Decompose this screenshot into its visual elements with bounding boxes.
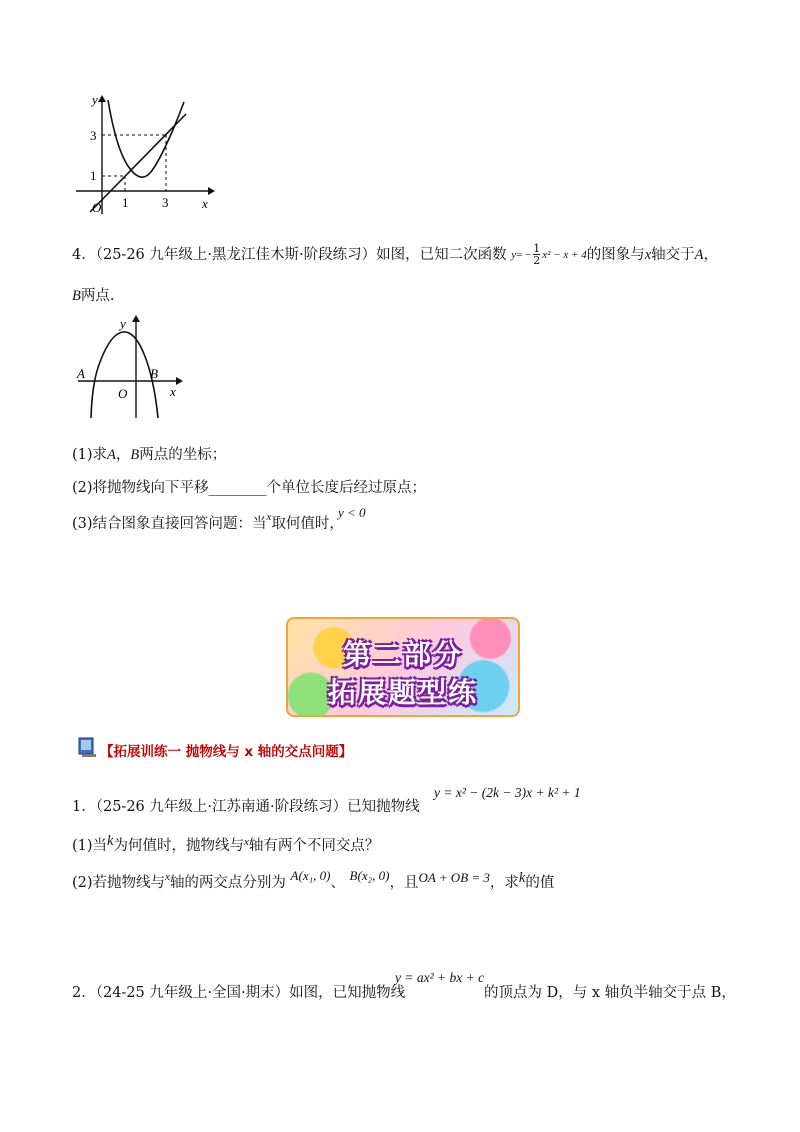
problem-2-equation: y = ax² + bx + c <box>395 970 485 985</box>
question-4-condition: y < 0 <box>338 505 366 520</box>
line-y-equals-x <box>90 114 186 212</box>
banner-line-1: 第二部分 <box>342 638 463 671</box>
banner-line-2: 拓展题型练 <box>327 676 478 709</box>
question-text: 如图，已知二次函数 <box>376 247 507 263</box>
x-axis-label: x <box>170 384 176 399</box>
tick-label-y3: 3 <box>90 128 97 143</box>
tick-label-y1: 1 <box>90 168 97 183</box>
origin-label: O <box>92 200 102 215</box>
x-axis-arrow <box>176 377 183 385</box>
point-b-label: B <box>150 366 158 381</box>
origin-label: O <box>118 386 128 401</box>
question-4-line2: B两点. <box>72 288 115 304</box>
question-number: 4． <box>72 247 96 263</box>
question-4: 4．（25-26 九年级上·黑龙江佳木斯·阶段练习）如图，已知二次函数 y = − $\frac{1}{2}$ x² − x + 4 的图象与x轴交于A， <box>72 242 719 267</box>
question-4-part-2: (2)将抛物线向下平移________个单位长度后经过原点； <box>72 480 427 496</box>
problem-2-rest: 的顶点为 D，与 x 轴负半轴交于点 B， <box>484 985 736 1001</box>
parabola-curve <box>91 332 158 418</box>
problem-1-part-1: (1)当k为何值时，抛物线与$^x$轴有两个不同交点？ <box>72 833 380 854</box>
tick-label-x1: 1 <box>122 195 129 210</box>
book-icon <box>76 736 98 758</box>
graph-parabola-line <box>68 88 218 218</box>
y-axis-arrow <box>132 315 140 322</box>
question-source: （25-26 九年级上·黑龙江佳木斯·阶段练习） <box>95 247 377 263</box>
x-axis-arrow <box>208 187 215 195</box>
y-axis-label: y <box>92 92 98 107</box>
question-4-part-3: (3)结合图象直接回答问题：当$^x$取何值时， <box>72 511 344 532</box>
x-axis-label: x <box>202 196 208 211</box>
equation: y = − $\frac{1}{2}$ x² − x + 4 <box>511 242 587 267</box>
section-banner <box>286 617 520 717</box>
y-axis-arrow <box>98 95 106 102</box>
problem-2: 2．（24-25 九年级上·全国·期末）如图，已知抛物线 <box>72 985 406 1001</box>
problem-1-part-2: (2)若抛物线与$^x$轴的两交点分别为 A(x₁, 0)、 B(x₂, 0)，且OA + OB = 3，求k的值 <box>72 868 555 891</box>
graph-downward-parabola <box>74 312 189 422</box>
problem-1-equation: y = x² − (2k − 3)x + k² + 1 <box>434 785 581 800</box>
question-4-part-1: (1)求A，B两点的坐标； <box>72 447 227 463</box>
parabola-curve <box>108 100 184 177</box>
y-axis-label: y <box>120 316 126 331</box>
problem-1: 1．（25-26 九年级上·江苏南通·阶段练习）已知抛物线 <box>72 799 420 815</box>
point-a-label: A <box>77 366 85 381</box>
section-title: 【拓展训练一 抛物线与 x 轴的交点问题】 <box>100 744 353 760</box>
tick-label-x3: 3 <box>162 195 169 210</box>
